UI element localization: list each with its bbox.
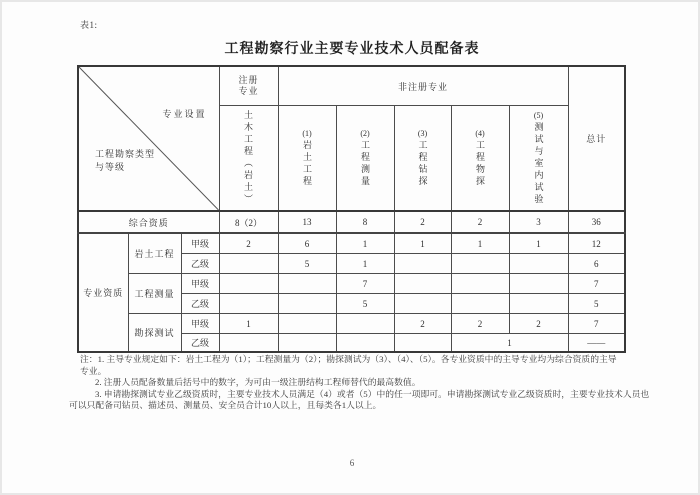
header-col-registered-major: 土木工程（岩土） [219,106,278,212]
table-cell [219,334,278,353]
note-line: 专业。 [80,365,107,376]
table-cell-total: 7 [568,314,625,334]
major-number: (2) [360,128,370,138]
table-cell [278,294,336,314]
row-label-grade: 乙级 [181,334,219,353]
table-cell-total: 6 [568,254,625,274]
table-cell [278,334,336,353]
row-label-category-geotech: 岩土工程 [128,233,181,274]
table-cell [394,254,451,274]
diagonal-header-cell [78,66,219,211]
major-number: (5) [533,110,544,120]
header-total: 总计 [568,66,625,211]
header-unregistered-group: 非注册专业 [278,66,568,106]
table-cell-total: 7 [568,274,625,294]
row-label-grade: 甲级 [181,314,219,334]
note-line: 2. 注册人员配备数量后括号中的数字，为可由一级注册结构工程师替代的最高数值。 [95,377,421,388]
table-cell [278,314,336,334]
page-title: 工程勘察行业主要专业技术人员配备表 [224,42,480,57]
page-number: 6 [349,458,355,468]
table-cell: 2 [451,211,509,233]
table-cell: 1 [509,233,568,254]
table-cell: 8 [336,211,394,233]
table-label: 表1: [80,20,98,30]
row-label-grade: 乙级 [181,254,219,274]
table-cell [219,294,278,314]
note-line: 可以只配备司钻员、描述员、测量员、安全员合计10人以上，且每类各1人以上。 [69,400,382,411]
major-number: (3) [417,128,428,138]
row-label-professional: 专业资质 [78,233,128,352]
table-cell [509,274,568,294]
header-col-major-3 [394,106,451,212]
table-cell [219,274,278,294]
table-cell-total: 12 [568,233,625,254]
table-cell-total: 36 [568,211,625,233]
header-col-major-2 [336,106,394,212]
table-cell: 5 [336,294,394,314]
table-cell: 6 [278,233,336,254]
major-number: (1) [302,128,312,138]
staffing-table [77,65,626,353]
diagonal-line [79,67,219,210]
table-cell: 2 [509,314,568,334]
row-label-category-exploration: 勘探测试 [128,314,181,353]
major-name: 工程测量 [360,139,370,188]
row-label-comprehensive: 综合资质 [78,211,219,233]
header-col-major-4 [451,106,509,212]
table-cell: 2 [394,314,451,334]
table-cell: 8（2） [219,211,278,233]
table-cell: 1 [336,254,394,274]
diagonal-label-major-setup: 专业设置 [162,109,207,119]
table-cell: 1 [394,233,451,254]
table-cell: 2 [219,233,278,254]
table-cell: 1 [336,233,394,254]
table-cell [394,294,451,314]
row-label-grade: 乙级 [181,294,219,314]
table-cell: 1 [219,314,278,334]
table-cell: 13 [278,211,336,233]
table-cell [451,294,509,314]
table-cell-merged: 1 [451,334,568,353]
table-cell: 5 [278,254,336,274]
table-cell [336,314,394,334]
table-cell: 7 [336,274,394,294]
major-number: (4) [475,128,485,138]
major-name: 工程物探 [475,139,485,188]
table-cell-total: 5 [568,294,625,314]
table-cell: 1 [451,233,509,254]
table-cell [394,334,451,353]
table-cell [219,254,278,274]
header-registered-group: 注册专业 [219,66,278,106]
table-cell: 3 [509,211,568,233]
table-cell [394,274,451,294]
table-cell [336,334,394,353]
table-cell [278,274,336,294]
header-col-major-1 [278,106,336,212]
major-name: 测试与室内试验 [533,121,544,206]
table-cell [509,294,568,314]
table-cell-total: —— [568,334,625,353]
major-name: 工程钻探 [417,139,428,188]
note-line: 3. 申请勘探测试专业乙级资质时，主要专业技术人员满足（4）或者（5）中的任一项即可。申请勘探测试专业乙级资质时，主要专业技术人员也 [95,388,650,399]
table-cell [509,254,568,274]
table-cell: 2 [451,314,509,334]
row-label-grade: 甲级 [181,274,219,294]
footnotes [69,354,650,412]
row-label-grade: 甲级 [181,233,219,254]
major-name: 岩土工程 [302,139,312,188]
row-label-category-survey: 工程测量 [128,274,181,314]
note-line: 注：1. 主导专业规定如下：岩土工程为（1）；工程测量为（2）；勘探测试为（3）、（4）、（5）。各专业资质中的主导专业均为综合资质的主导 [80,354,617,364]
table-cell: 2 [394,211,451,233]
diagonal-label-survey-type: 工程勘察类型 与等级 [95,149,156,172]
table-cell [451,254,509,274]
table-cell [451,274,509,294]
header-col-major-5 [509,106,568,212]
